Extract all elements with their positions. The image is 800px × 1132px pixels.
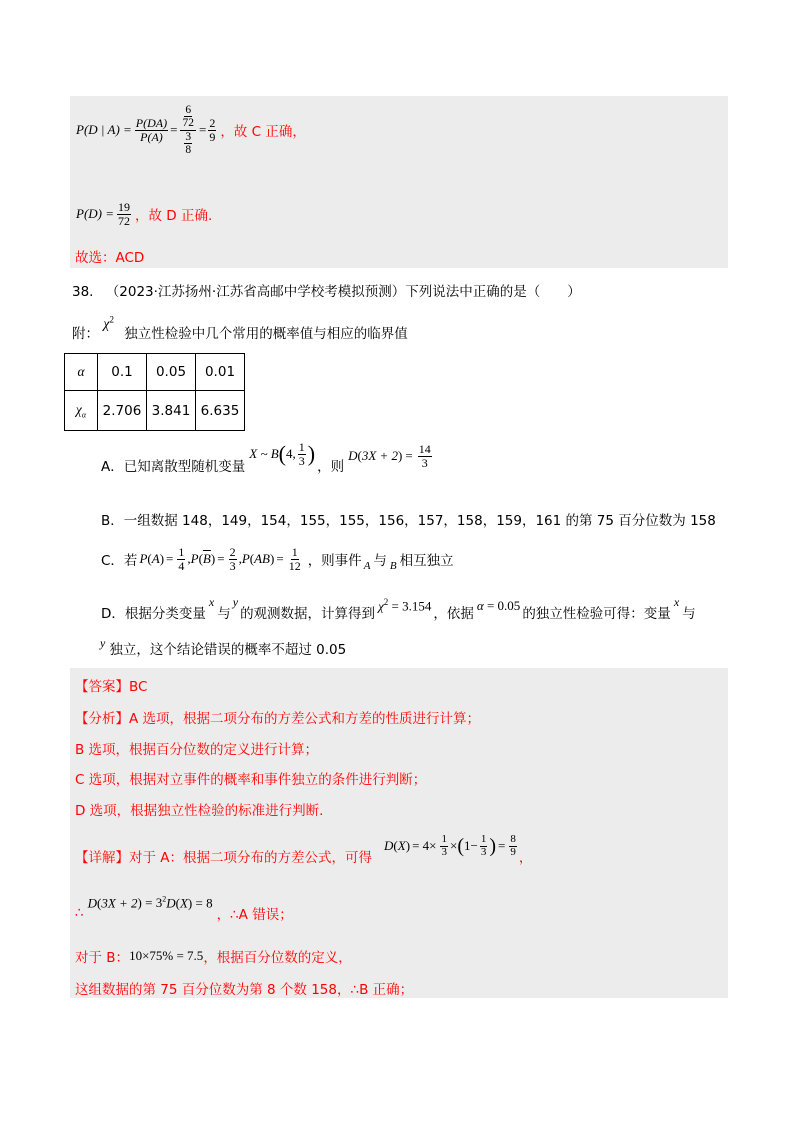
option-d-mid2: ，依据 — [433, 606, 474, 622]
analysis-tag: 【分析】 — [75, 711, 129, 727]
table-row — [65, 391, 245, 431]
detail-line-1: 【详解】 对于 A：根据二项分布的方差公式，可得 D ( X ) = 4× $\frac{1}{3}$ × ( 1− $\frac{1}{3}$ ) = $\frac{8}{9}$ ， — [75, 832, 533, 866]
option-d-line2-text: 独立，这个结论错误的概率不超过 0.05 — [109, 642, 347, 658]
table-cell: 3.841 — [147, 391, 196, 431]
detail-text-1: 对于 A：根据二项分布的方差公式，可得 — [129, 850, 373, 866]
question-source: （2023·江苏扬州·江苏省高邮中学校考模拟预测）下列说法中正确的是（ ） — [105, 284, 581, 300]
note-text: 独立性检验中几个常用的概率值与相应的临界值 — [124, 326, 408, 342]
analysis-line-2: B 选项，根据百分位数的定义进行计算； — [75, 742, 319, 758]
option-c: C．若 P ( A ) = $\frac{1}{4}$ , P ( $\overline{B}$ ) = $\frac{2}{3}$ , P ( AB ) = $\frac{1}{12}$ ，则事件 A 与 B 相互独立 — [101, 544, 454, 573]
prev-c-conclusion: ，故 C 正确， — [220, 124, 306, 140]
answer-line: 【答案】BC — [75, 679, 148, 695]
table-row — [65, 354, 245, 391]
detail-line-4: 这组数据的第 75 百分位数为第 8 个数 158，∴B 正确； — [75, 982, 414, 998]
option-c-label: C．若 — [101, 553, 138, 569]
option-a: A．已知离散型随机变量 X ~ B ( 4, $\frac{1}{3}$ ) ，则 D ( 3X + 2 ) = $\frac{14}{3}$ — [101, 439, 431, 475]
table-cell: 2.706 — [98, 391, 147, 431]
option-d-and: 与 — [217, 606, 231, 622]
option-d-mid3: 的独立性检验可得：变量 — [522, 606, 671, 622]
note-prefix: 附： — [72, 326, 99, 342]
option-d-label: D．根据分类变量 — [101, 606, 206, 622]
analysis-line-1 — [75, 707, 480, 727]
option-a-mid: ，则 — [317, 459, 345, 475]
question-number: 38. — [72, 284, 94, 300]
table-cell: 0.1 — [98, 354, 147, 391]
formula-pd: P(D) = $\frac{19}{72}$ ，故 D 正确. — [76, 199, 213, 228]
detail-text-2: ，∴A 错误； — [216, 907, 293, 923]
option-a-label: A．已知离散型随机变量 — [101, 459, 246, 475]
critical-value-table — [64, 353, 245, 431]
detail-text-3-prefix: 对于 B： — [75, 950, 130, 966]
table-header-alpha: α — [65, 354, 98, 391]
option-c-and: 与 — [373, 553, 387, 569]
option-d-mid: 的观测数据，计算得到 — [240, 606, 376, 622]
analysis-line-3: C 选项，根据对立事件的概率和事件独立的条件进行判断； — [75, 772, 427, 788]
detail-tag: 【详解】 — [75, 850, 129, 866]
option-d-line-2: y 独立，这个结论错误的概率不超过 0.05 — [100, 635, 347, 658]
question-header — [72, 280, 581, 300]
detail-line-2: ∴ $D(3X + 2) = 3^2D(X) = 8$ ，∴A 错误； — [75, 894, 293, 923]
option-c-mid: ，则事件 — [307, 553, 362, 569]
table-cell: 6.635 — [196, 391, 245, 431]
prev-d-conclusion: ，故 D 正确. — [135, 208, 213, 224]
formula-pd-given-a: P(D | A) = $\frac{P(DA)}{P(A)}$ = $\frac{\frac{6}{72}}{\frac{3}{8}}$ = $\frac{2}{9}$ ，故 C 正确， — [76, 104, 306, 156]
question-note: 附： $\chi^2$ 独立性检验中几个常用的概率值与相应的临界值 — [72, 314, 408, 342]
option-c-tail: 相互独立 — [399, 553, 454, 569]
option-b: B．一组数据 148，149，154，155，155，156，157，158，159，161 的第 75 百分位数为 158 — [101, 513, 716, 529]
option-d-and2: 与 — [682, 606, 696, 622]
prev-answer-line: 故选：ACD — [75, 250, 145, 266]
table-cell: 0.05 — [147, 354, 196, 391]
analysis-line-4: D 选项，根据独立性检验的标准进行判断. — [75, 803, 324, 819]
table-header-chi: $\chi_\alpha$ — [65, 391, 98, 431]
detail-line-3: 对于 B： 10×75% = 7.5 ，根据百分位数的定义， — [75, 948, 352, 966]
detail-text-3-tail: ，根据百分位数的定义， — [203, 950, 352, 966]
table-cell: 0.01 — [196, 354, 245, 391]
analysis-text-1: A 选项，根据二项分布的方差公式和方差的性质进行计算； — [129, 711, 481, 727]
option-d: D．根据分类变量 x 与 y 的观测数据，计算得到 $\chi^2 = 3.154$ ，依据 α = 0.05 的独立性检验可得：变量 x 与 — [101, 594, 696, 622]
